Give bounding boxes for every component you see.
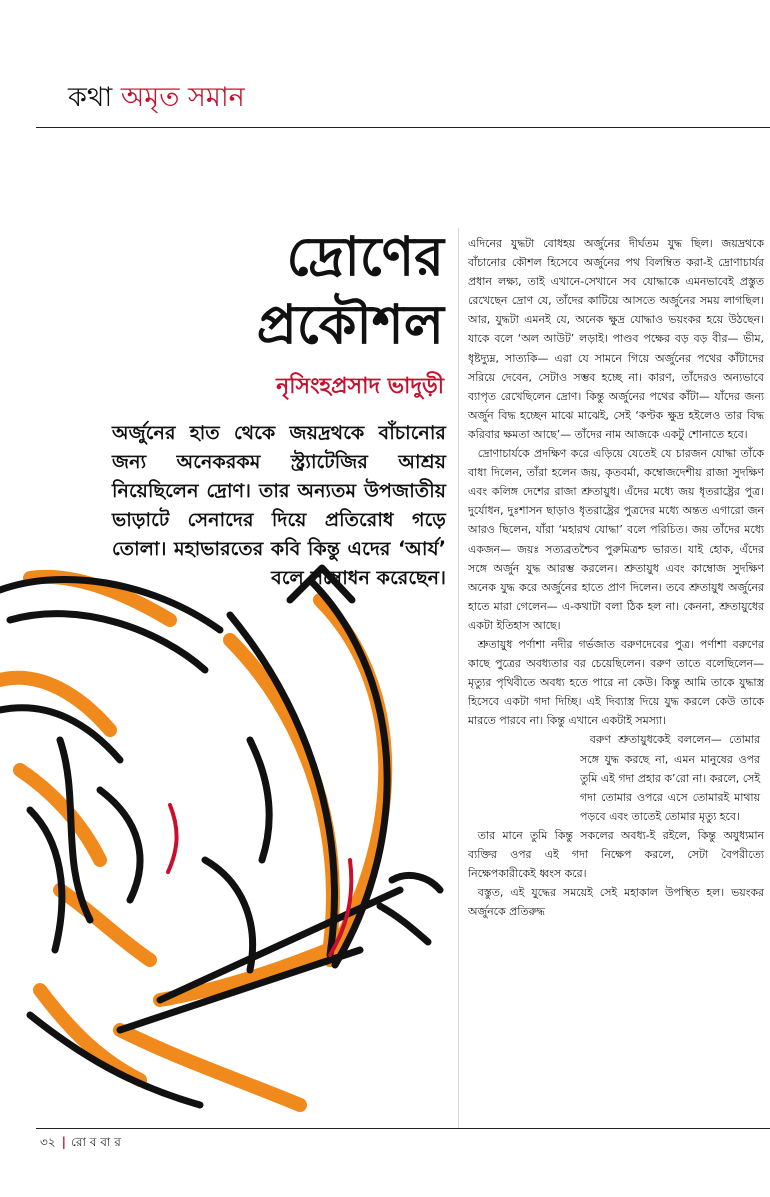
- page-folio: [40, 1130, 121, 1154]
- body-paragraph-5: তার মানে তুমি কিন্তু সকলের অবধ্য-ই রইলে, কিন্তু অযুধ্যমান ব্যক্তির ওপর এই গদা নিক্ষেপ করলে, সেটা বৈপরীত্যে নিক্ষেপকারীকেই ধ্বংস করে।: [468, 828, 764, 881]
- column-divider: [458, 228, 459, 1128]
- folio-separator: |: [61, 1135, 66, 1149]
- body-paragraph-3: শ্রুতায়ুধ পর্ণাশা নদীর গর্ভজাত বরুণদেবের পুত্র। পর্ণাশা বরুণের কাছে পুত্রের অবধ্যতার বর চেয়েছিলেন। বরুণ তাতে বলেছিলেন— মৃত্যুর পৃথিবীতে অবধ্য হতে পারে না কেউ। কিন্তু আমি তাকে যুদ্ধাস্ত্র হিসেবে একটা গদা দিচ্ছি। এই দিব্যাস্ত্র দিয়ে যুদ্ধ করলে কেউ তাকে মারতে পারবে না। কিন্তু এখানে একটাই সমস্যা।: [468, 637, 764, 728]
- body-paragraph-1: এদিনের যুদ্ধটা বোধহয় অর্জুনের দীর্ঘতম যুদ্ধ ছিল। জয়দ্রথকে বাঁচানোর কৌশল হিসেবে অর্জুনের পথ বিলম্বিত করা-ই দ্রোণাচার্যর প্রধান লক্ষ্য, তাই এখানে-সেখানে সব যোদ্ধাকে এমনভাবেই প্রস্তুত রেখেছেন দ্রোণ যে, তাঁদের কাটিয়ে আসতে অর্জুনের সময় লাগছিল। আর, যুদ্ধটা এমনই যে, অনেক ক্ষুদ্র যোদ্ধাও ভয়ংকর হয়ে উঠছেন। যাকে বলে ‘অল আউট’ লড়াই। পাণ্ডব পক্ষের বড় বড় বীর— ভীম, ধৃষ্টদ্যুম্ন, সাত্যকি— এরা যে সামনে গিয়ে অর্জুনের পথের কাঁটাদের সরিয়ে দেবেন, সেটাও সম্ভব হচ্ছে না। কারণ, তাঁদেরও অন্যভাবে ব্যাপৃত রেখেছিলেন দ্রোণ। কিন্তু অর্জুনের পথের কাঁটা— যাঁদের জন্য অর্জুন বিদ্ধ হচ্ছেন মাঝে মাঝেই, সেই ‘কণ্টক ক্ষুদ্র হইলেও তার বিদ্ধ করিবার ক্ষমতা আছে’— তাঁদের নাম আজকে একটু শোনাতে হবে।: [468, 237, 764, 441]
- footer-rule: [36, 1128, 770, 1129]
- article-lede: অর্জুনের হাত থেকে জয়দ্রথকে বাঁচানোর জন্য অনেকরকম স্ট্র্যাটেজির আশ্রয় নিয়েছিলেন দ্রোণ। তার অন্যতম উপজাতীয় ভাড়াটে সেনাদের দিয়ে প্রতিরোধ গড়ে তোলা। মহাভারতের কবি কিন্তু এদের ‘আর্য’ বলে সম্বোধন করেছেন।: [112, 421, 446, 589]
- header-rule: [36, 127, 770, 128]
- section-header: [68, 80, 245, 116]
- body-paragraph-6: বস্তুত, এই যুদ্ধের সময়েই সেই মহাকাল উপস্থিত হল। ভয়ংকর অর্জুনকে প্রতিরুদ্ধ: [468, 886, 764, 919]
- archer-illustration: [0, 560, 470, 1130]
- article-title: [257, 222, 444, 358]
- section-accent: অমৃত সমান: [120, 82, 245, 113]
- title-line-2: প্রকৌশল: [256, 292, 444, 356]
- title-line-1: দ্রোণের: [286, 224, 444, 288]
- section-prefix: কথা: [68, 82, 113, 113]
- author-byline: নৃসিংহপ্রসাদ ভাদুড়ী: [276, 374, 444, 399]
- publication-name: রো ব বা র: [71, 1135, 121, 1149]
- article-body: [468, 234, 764, 921]
- body-paragraph-4: বরুণ শ্রুতায়ুধকেই বললেন— তোমার সঙ্গে যুদ্ধ করছে না, এমন মানুষের ওপর তুমি এই গদা প্রহার ক’রো না। করলে, সেই গদা তোমার ওপরে এসে তোমারই মাথায় পড়বে এবং তাতেই তোমার মৃত্যু হবে।: [580, 733, 760, 823]
- page-number: ৩২: [40, 1135, 56, 1149]
- body-paragraph-2: দ্রোণাচার্যকে প্রদক্ষিণ করে এড়িয়ে যেতেই যে চারজন যোদ্ধা তাঁকে বাধা দিলেন, তাঁরা হলেন জয়, কৃতবর্মা, কম্বোজদেশীয় রাজা সুদক্ষিণ এবং কলিঙ্গ দেশের রাজা শ্রুতায়ুধ। এঁদের মধ্যে জয় ধৃতরাষ্ট্রের পুত্র। দুর্যোধন, দুঃশাসন ছাড়াও ধৃতরাষ্ট্রের পুত্রদের মধ্যে অন্তত এগারো জন আরও ছিলেন, যাঁরা ‘মহারথ যোদ্ধা’ বলে পরিচিত। জয় তাঁদের মধ্যে একজন— জয়ঃ সত্যব্রতশ্চৈব পুরুমিত্রশ্চ ভারত। যাই হোক, এঁদের সঙ্গে অর্জুন যুদ্ধ আরম্ভ করলেন। শ্রুতায়ুধ এবং কাম্বোজ সুদক্ষিণ অনেক যুদ্ধ করে অর্জুনের হাতে প্রাণ দিলেন। তবে শ্রুতায়ুধ অর্জুনের হাতে মারা গেলেন— এ-কথাটা বলা ঠিক হল না। কেননা, শ্রুতায়ুধের একটা ইতিহাস আছে।: [468, 447, 764, 632]
